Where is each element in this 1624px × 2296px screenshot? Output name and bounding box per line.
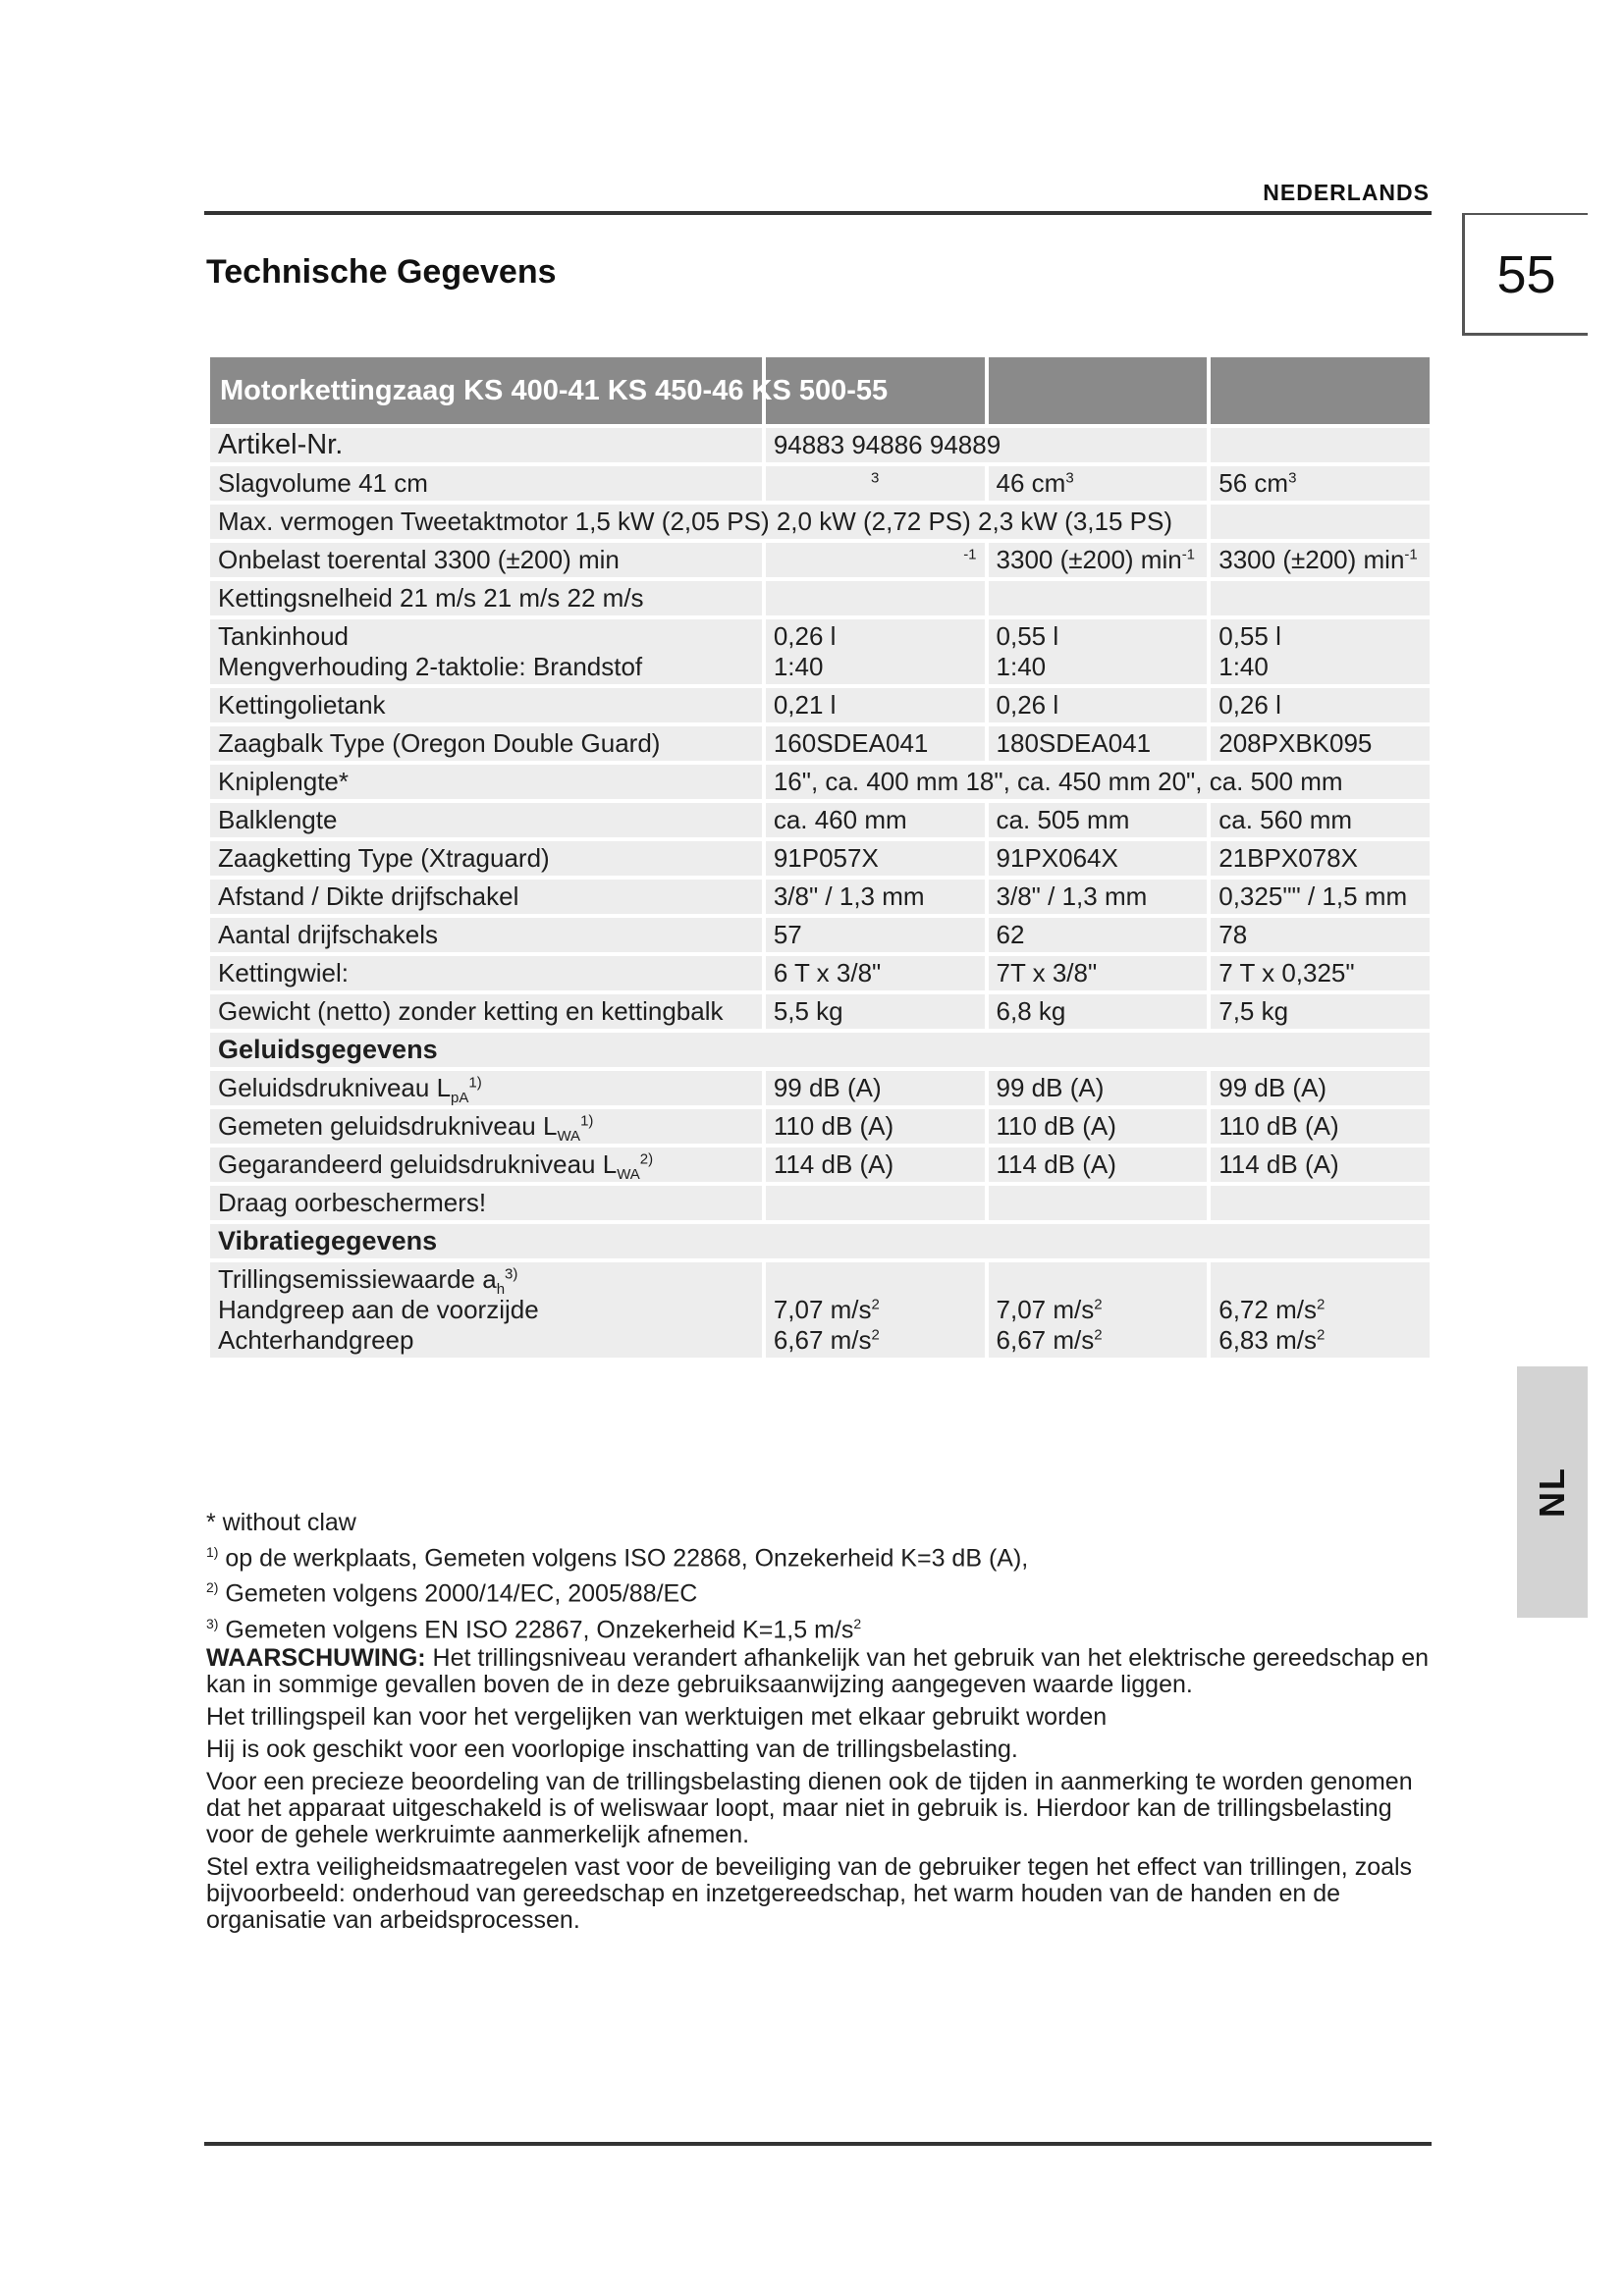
row-value: 3300 (±200) $\min^{-1}$ [1211, 543, 1430, 577]
row-label: Artikel-Nr. [210, 428, 762, 462]
row-value: 16", ca. 400 mm 18", ca. 450 mm 20", ca. 500 mm [766, 765, 1430, 799]
row-value: 110 dB (A) [766, 1109, 985, 1144]
row-label: Slagvolume 41 cm [210, 466, 762, 501]
row-value: 99 dB (A) [989, 1071, 1208, 1105]
row-value: 0,26 l 1:40 [766, 619, 985, 684]
row-label: Gegarandeerd geluidsdrukniveau $L_{WA}^{2)}$ [210, 1148, 762, 1182]
row-value: 6,72 $m/s^2$ 6,83 $m/s^2$ [1211, 1262, 1430, 1358]
row-label: Gewicht (netto) zonder ketting en kettingbalk [210, 994, 762, 1029]
row-value: 3 [766, 466, 985, 501]
row-value: 6,8 kg [989, 994, 1208, 1029]
row-value: 180SDEA041 [989, 726, 1208, 761]
row-label: Geluidsdrukniveau $L_{pA}^{1)}$ [210, 1071, 762, 1105]
row-value: 99 dB (A) [1211, 1071, 1430, 1105]
row-label: Draag oorbeschermers! [210, 1186, 762, 1220]
table-row [210, 841, 1430, 876]
row-label: Max. vermogen Tweetaktmotor 1,5 kW (2,05 PS) 2,0 kW (2,72 PS) 2,3 kW (3,15 PS) [210, 505, 1207, 539]
table-header-title: Motorkettingzaag KS 400-41 KS 450-46 KS 500-55 [210, 357, 762, 424]
bottom-divider [204, 2142, 1432, 2146]
row-value: 57 [766, 918, 985, 952]
table-row [210, 803, 1430, 837]
page-number: 55 [1462, 213, 1588, 336]
table-header-row [210, 357, 1430, 424]
warning-paragraph: WAARSCHUWING: Het trillingsniveau verandert afhankelijk van het gebruik van het elektrische gereedschap en kan in sommige gevallen boven de in deze gebruiksaanwijzing aangegeven waarde liggen. [206, 1644, 1430, 1698]
section-header-row [210, 1224, 1430, 1258]
row-value: 208PXBK095 [1211, 726, 1430, 761]
row-value: ca. 460 mm [766, 803, 985, 837]
table-row [210, 1109, 1430, 1144]
row-value: 6 T x 3/8" [766, 956, 985, 990]
row-label: Gemeten geluidsdrukniveau $L_{WA}^{1)}$ [210, 1109, 762, 1144]
row-value: 160SDEA041 [766, 726, 985, 761]
row-label: Tankinhoud Mengverhouding 2-taktolie: Brandstof [210, 619, 762, 684]
row-value: 56 $cm^3$ [1211, 466, 1430, 501]
row-value: 3/8" / 1,3 mm [989, 880, 1208, 914]
row-value: 46 $cm^3$ [989, 466, 1208, 501]
table-row [210, 956, 1430, 990]
row-value: 21BPX078X [1211, 841, 1430, 876]
row-label: Afstand / Dikte drijfschakel [210, 880, 762, 914]
table-row [210, 726, 1430, 761]
row-label: Onbelast toerental 3300 (±200) min [210, 543, 762, 577]
warning-label: WAARSCHUWING: [206, 1644, 426, 1672]
section-header: Geluidsgegevens [210, 1033, 1430, 1067]
row-value: 7,07 $m/s^2$ 6,67 $m/s^2$ [766, 1262, 985, 1358]
row-value: 99 dB (A) [766, 1071, 985, 1105]
row-value: 0,55 l 1:40 [989, 619, 1208, 684]
table-row [210, 918, 1430, 952]
row-value: 3/8" / 1,3 mm [766, 880, 985, 914]
row-value: 0,325"" / 1,5 mm [1211, 880, 1430, 914]
row-value: 7 T x 0,325" [1211, 956, 1430, 990]
table-row [210, 765, 1430, 799]
footnote-3: $^{3)}$ Gemeten volgens EN ISO 22867, Onzekerheid K=1,5 $m/s^2$ [206, 1615, 862, 1643]
row-value: 91P057X [766, 841, 985, 876]
row-value: 94883 94886 94889 [766, 428, 1207, 462]
row-value: 7,07 $m/s^2$ 6,67 $m/s^2$ [989, 1262, 1208, 1358]
row-label: Trillingsemissiewaarde $a_h^{3)}$ Handgreep aan de voorzijde Achterhandgreep [210, 1262, 762, 1358]
table-row [210, 428, 1430, 462]
row-value: 110 dB (A) [989, 1109, 1208, 1144]
top-divider [204, 211, 1432, 215]
row-value: 7,5 kg [1211, 994, 1430, 1029]
section-header: Vibratiegegevens [210, 1224, 1430, 1258]
footnote-star: * without claw [206, 1509, 356, 1536]
row-value: 91PX064X [989, 841, 1208, 876]
table-row [210, 880, 1430, 914]
row-label: Kettingsnelheid 21 m/s 21 m/s 22 m/s [210, 581, 762, 615]
table-row [210, 1262, 1430, 1358]
row-value: 110 dB (A) [1211, 1109, 1430, 1144]
row-value: 5,5 kg [766, 994, 985, 1029]
warning-paragraph: Hij is ook geschikt voor een voorlopige inschatting van de trillingsbelasting. [206, 1735, 1018, 1763]
table-row [210, 619, 1430, 684]
table-row [210, 1148, 1430, 1182]
row-label: Aantal drijfschakels [210, 918, 762, 952]
row-label: Kettingwiel: [210, 956, 762, 990]
row-label: Zaagketting Type (Xtraguard) [210, 841, 762, 876]
page-title: Technische Gegevens [206, 253, 557, 291]
row-value: 0,26 l [989, 688, 1208, 722]
table-row [210, 543, 1430, 577]
language-header: NEDERLANDS [1263, 180, 1430, 205]
footnotes [206, 1508, 1028, 1644]
warning-paragraph: Stel extra veiligheidsmaatregelen vast voor de beveiliging van de gebruiker tegen het effect van trillingen, zoals bijvoorbeeld: onderhoud van gereedschap en inzetgereedschap, het warm houden van de handen en de organisatie van arbeidsprocessen. [206, 1853, 1413, 1934]
row-value: 114 dB (A) [989, 1148, 1208, 1182]
spec-table [206, 353, 1434, 1362]
row-label: Balklengte [210, 803, 762, 837]
warning-paragraph: Voor een precieze beoordeling van de trillingsbelasting dienen ook de tijden in aanmerking te worden genomen dat het apparaat uitgeschakeld is of weliswaar loopt, maar niet in gebruik is. Hierdoor kan de trillingsbelasting voor de gehele werkruimte aanmerkelijk afnemen. [206, 1768, 1413, 1848]
row-value: 3300 (±200) $\min^{-1}$ [989, 543, 1208, 577]
table-row [210, 505, 1430, 539]
row-value: ca. 505 mm [989, 803, 1208, 837]
warning-block [206, 1645, 1434, 1940]
language-side-tab: NL [1517, 1366, 1588, 1618]
row-value: 0,26 l [1211, 688, 1430, 722]
row-value: ca. 560 mm [1211, 803, 1430, 837]
row-value: 114 dB (A) [1211, 1148, 1430, 1182]
footnote-1: $^{1)}$ op de werkplaats, Gemeten volgens ISO 22868, Onzekerheid K=3 dB (A), [206, 1544, 1029, 1573]
row-value: 78 [1211, 918, 1430, 952]
footnote-2: $^{2)}$ Gemeten volgens 2000/14/EC, 2005/88/EC [206, 1579, 698, 1608]
table-row [210, 466, 1430, 501]
row-value: 114 dB (A) [766, 1148, 985, 1182]
table-row [210, 1186, 1430, 1220]
warning-paragraph: Het trillingspeil kan voor het vergelijken van werktuigen met elkaar gebruikt worden [206, 1703, 1108, 1731]
row-label: Kniplengte* [210, 765, 762, 799]
table-row [210, 581, 1430, 615]
row-value: 62 [989, 918, 1208, 952]
table-row [210, 994, 1430, 1029]
table-row [210, 688, 1430, 722]
row-label: Kettingolietank [210, 688, 762, 722]
row-value: 7T x 3/8" [989, 956, 1208, 990]
row-value: 0,21 l [766, 688, 985, 722]
row-value: -1 [766, 543, 985, 577]
row-label: Zaagbalk Type (Oregon Double Guard) [210, 726, 762, 761]
table-row [210, 1071, 1430, 1105]
row-value: 0,55 l 1:40 [1211, 619, 1430, 684]
section-header-row [210, 1033, 1430, 1067]
